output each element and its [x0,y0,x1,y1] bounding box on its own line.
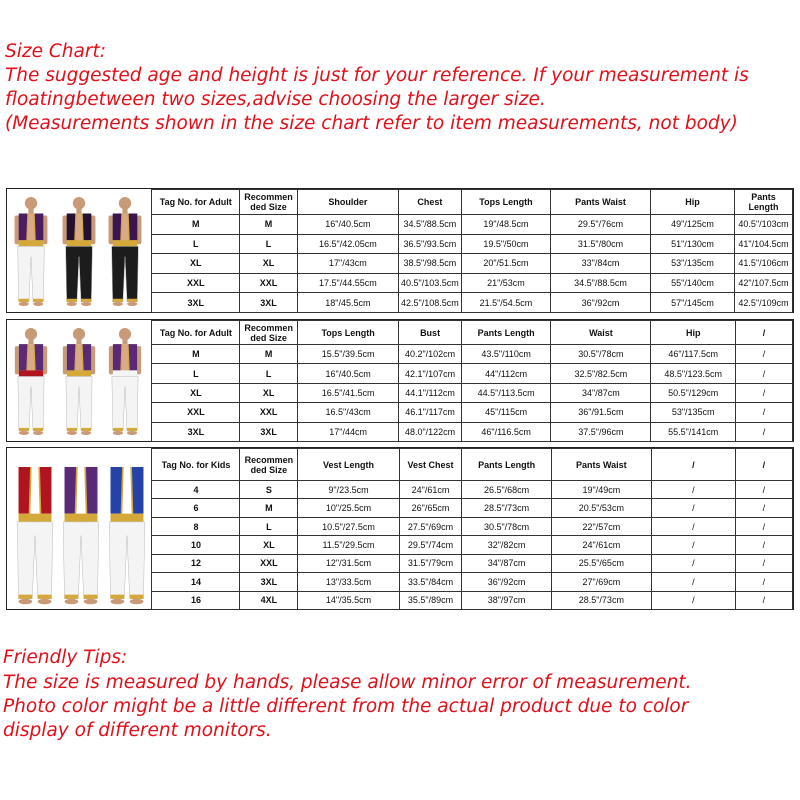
measurement-cell: 35.5"/89cm [399,591,462,609]
measurement-cell: 19.5"/50cm [461,234,550,254]
measurement-cell: / [651,554,735,572]
kids-costume-photo [9,452,149,607]
adult-size-table-2 [6,319,794,442]
measurement-cell: 46"/116.5cm [461,422,550,441]
measurement-cell: 17.5"/44.55cm [297,273,398,293]
measurement-cell: 10"/25.5cm [298,499,399,517]
costume-figure [63,197,96,306]
measurement-cell: 28.5"/73cm [462,499,551,517]
measurement-cell: 20.5"/53cm [551,499,651,517]
column-header: Pants Waist [551,449,651,481]
measurement-cell: / [735,364,792,383]
table-header-row [7,321,793,345]
recommended-size-cell: L [240,364,298,383]
measurement-cell: 28.5"/73cm [551,591,651,609]
table-header-row [7,190,793,215]
tag-size-cell: M [152,345,240,364]
column-header: Pants Waist [551,190,651,215]
column-header: Shoulder [297,190,398,215]
measurement-cell: 33.5"/84cm [399,573,462,591]
recommended-size-cell: XXL [240,273,298,293]
measurement-cell: 41.5"/106cm [735,254,793,274]
recommended-size-cell: XXL [240,403,298,422]
column-header: Pants Length [462,449,551,481]
column-header: Tops Length [298,321,399,345]
measurement-cell: 48.5"/123.5cm [651,364,736,383]
measurement-cell: / [735,383,792,402]
measurement-cell: 16"/40.5cm [297,215,398,235]
measurement-cell: 19"/49cm [551,481,651,499]
measurement-cell: 48.0"/122cm [399,422,462,441]
adult-size-table-1 [6,188,794,313]
column-header: Hip [651,190,735,215]
recommended-size-cell: 3XL [240,573,298,591]
column-header: Chest [398,190,461,215]
product-photo [7,190,151,313]
measurement-cell: 19"/48.5cm [461,215,550,235]
header-title: Size Chart: [5,41,106,62]
measurement-cell: 44.1"/112cm [399,383,462,402]
measurement-cell: 31.5"/79cm [399,554,462,572]
measurement-cell: 41"/104.5cm [735,234,793,254]
measurement-cell: 30.5"/78cm [551,345,651,364]
header-line-2: The suggested age and height is just for your reference. If your measurement is [5,65,749,86]
measurement-cell: 22"/57cm [551,517,651,535]
measurement-cell: 25.5"/65cm [551,554,651,572]
tag-size-cell: 10 [152,536,240,554]
measurement-cell: 17"/43cm [297,254,398,274]
measurement-cell: 44.5"/113.5cm [461,383,550,402]
tag-size-cell: 6 [152,499,240,517]
product-photo-cell [7,449,152,610]
size-table [7,448,793,610]
measurement-cell: 20"/51.5cm [461,254,550,274]
size-table [7,189,793,313]
measurement-cell: / [651,536,735,554]
tag-size-cell: XXL [152,403,240,422]
measurement-cell: / [651,591,735,609]
measurement-cell: 36"/92cm [462,573,551,591]
measurement-cell: 51"/130cm [651,234,735,254]
measurement-cell: 27.5"/69cm [399,517,462,535]
column-header: / [735,449,792,481]
product-photo [7,321,151,442]
measurement-cell: 10.5"/27.5cm [298,517,399,535]
table-header-row [7,449,793,481]
measurement-cell: 17"/44cm [298,422,399,441]
measurement-cell: / [651,481,735,499]
recommended-size-cell: L [240,234,298,254]
measurement-cell: 16.5"/42.05cm [297,234,398,254]
recommended-size-cell: L [240,517,298,535]
measurement-cell: 57"/145cm [651,293,735,313]
tag-size-cell: 8 [152,517,240,535]
column-header: Tag No. for Adult [152,190,240,215]
size-chart-header [5,40,749,136]
measurement-cell: 24"/61cm [551,536,651,554]
measurement-cell: 30.5"/78cm [462,517,551,535]
measurement-cell: 38.5"/98.5cm [398,254,461,274]
tag-size-cell: 3XL [152,293,240,313]
tips-line-3: Photo color might be a little different from the actual product due to color [3,696,689,717]
measurement-cell: 18"/45.5cm [297,293,398,313]
costume-figure [17,466,53,603]
tag-size-cell: 16 [152,591,240,609]
recommended-size-cell: M [240,345,298,364]
measurement-cell: 44"/112cm [461,364,550,383]
column-header: Tag No. for Kids [152,449,240,481]
recommended-size-cell: M [240,499,298,517]
tag-size-cell: M [152,215,240,235]
costume-figure [109,197,142,306]
measurement-cell: 40.5"/103.5cm [398,273,461,293]
measurement-cell: / [735,517,792,535]
recommended-size-cell: XXL [240,554,298,572]
measurement-cell: 49"/125cm [651,215,735,235]
tag-size-cell: XXL [152,273,240,293]
tag-size-cell: L [152,234,240,254]
tag-size-cell: L [152,364,240,383]
costume-figure [63,328,95,435]
measurement-cell: 16.5"/43cm [298,403,399,422]
measurement-cell: 16"/40.5cm [298,364,399,383]
measurement-cell: 40.5"/103cm [735,215,793,235]
recommended-size-cell: XL [240,536,298,554]
measurement-cell: 42.5"/108.5cm [398,293,461,313]
measurement-cell: / [651,573,735,591]
costume-figure [109,466,145,603]
measurement-cell: 46"/117.5cm [651,345,736,364]
column-header: Recommen ded Size [240,449,298,481]
measurement-cell: / [735,345,792,364]
tag-size-cell: 3XL [152,422,240,441]
measurement-cell: 45"/115cm [461,403,550,422]
measurement-cell: / [735,573,792,591]
measurement-cell: / [735,422,792,441]
tag-size-cell: 14 [152,573,240,591]
measurement-cell: 27"/69cm [551,573,651,591]
costume-figure [63,466,99,603]
product-photo [7,449,151,610]
adult-vest-pants-photo [9,193,149,310]
measurement-cell: 29.5"/76cm [551,215,651,235]
column-header: Pants Length [735,190,793,215]
column-header: / [735,321,792,345]
measurement-cell: / [735,499,792,517]
measurement-cell: 46.1"/117cm [399,403,462,422]
measurement-cell: 32"/82cm [462,536,551,554]
column-header: Tops Length [461,190,550,215]
measurement-cell: 14"/35.5cm [298,591,399,609]
recommended-size-cell: 3XL [240,422,298,441]
kids-size-table [6,447,794,610]
measurement-cell: 55"/140cm [651,273,735,293]
measurement-cell: 15.5"/39.5cm [298,345,399,364]
measurement-cell: 34"/87cm [462,554,551,572]
column-header: Waist [551,321,651,345]
column-header: Vest Length [298,449,399,481]
measurement-cell: 33"/84cm [551,254,651,274]
recommended-size-cell: 3XL [240,293,298,313]
tag-size-cell: XL [152,383,240,402]
column-header: Vest Chest [399,449,462,481]
measurement-cell: 21.5"/54.5cm [461,293,550,313]
measurement-cell: 37.5"/96cm [551,422,651,441]
measurement-cell: 34.5"/88.5cm [551,273,651,293]
product-photo-cell [7,321,152,442]
tag-size-cell: 4 [152,481,240,499]
measurement-cell: / [651,499,735,517]
column-header: Bust [399,321,462,345]
recommended-size-cell: XL [240,383,298,402]
measurement-cell: 36"/91.5cm [551,403,651,422]
measurement-cell: 42.5"/109cm [735,293,793,313]
measurement-cell: 36"/92cm [551,293,651,313]
column-header: Recommen ded Size [240,190,298,215]
measurement-cell: 31.5"/80cm [551,234,651,254]
measurement-cell: / [735,591,792,609]
column-header: / [651,449,735,481]
recommended-size-cell: 4XL [240,591,298,609]
column-header: Hip [651,321,736,345]
measurement-cell: / [735,481,792,499]
measurement-cell: 26.5"/68cm [462,481,551,499]
measurement-cell: 24"/61cm [399,481,462,499]
costume-figure [15,197,48,306]
measurement-cell: / [735,403,792,422]
measurement-cell: 11.5"/29.5cm [298,536,399,554]
tips-title: Friendly Tips: [3,647,128,668]
measurement-cell: / [735,554,792,572]
tag-size-cell: XL [152,254,240,274]
column-header: Pants Length [461,321,550,345]
adult-vest-sash-photo [9,324,149,439]
measurement-cell: 34"/87cm [551,383,651,402]
measurement-cell: / [735,536,792,554]
measurement-cell: 21"/53cm [461,273,550,293]
measurement-cell: 53"/135cm [651,403,736,422]
recommended-size-cell: S [240,481,298,499]
costume-figure [109,328,141,435]
friendly-tips [3,646,692,743]
measurement-cell: 32.5"/82.5cm [551,364,651,383]
tag-size-cell: 12 [152,554,240,572]
header-line-4: (Measurements shown in the size chart refer to item measurements, not body) [5,113,738,134]
measurement-cell: 53"/135cm [651,254,735,274]
tips-line-4: display of different monitors. [3,720,272,741]
measurement-cell: 12"/31.5cm [298,554,399,572]
measurement-cell: 16.5"/41.5cm [298,383,399,402]
measurement-cell: 26"/65cm [399,499,462,517]
measurement-cell: 50.5"/129cm [651,383,736,402]
measurement-cell: 29.5"/74cm [399,536,462,554]
tips-line-2: The size is measured by hands, please allow minor error of measurement. [3,672,692,693]
measurement-cell: 9"/23.5cm [298,481,399,499]
measurement-cell: 34.5"/88.5cm [398,215,461,235]
measurement-cell: 38"/97cm [462,591,551,609]
product-photo-cell [7,190,152,313]
column-header: Recommen ded Size [240,321,298,345]
measurement-cell: 43.5"/110cm [461,345,550,364]
measurement-cell: 55.5"/141cm [651,422,736,441]
costume-figure [15,328,47,435]
recommended-size-cell: M [240,215,298,235]
column-header: Tag No. for Adult [152,321,240,345]
header-line-3: floatingbetween two sizes,advise choosing the larger size. [5,89,546,110]
measurement-cell: 42.1"/107cm [399,364,462,383]
measurement-cell: / [651,517,735,535]
measurement-cell: 36.5"/93.5cm [398,234,461,254]
size-table [7,320,793,442]
measurement-cell: 40.2"/102cm [399,345,462,364]
measurement-cell: 42"/107.5cm [735,273,793,293]
measurement-cell: 13"/33.5cm [298,573,399,591]
recommended-size-cell: XL [240,254,298,274]
